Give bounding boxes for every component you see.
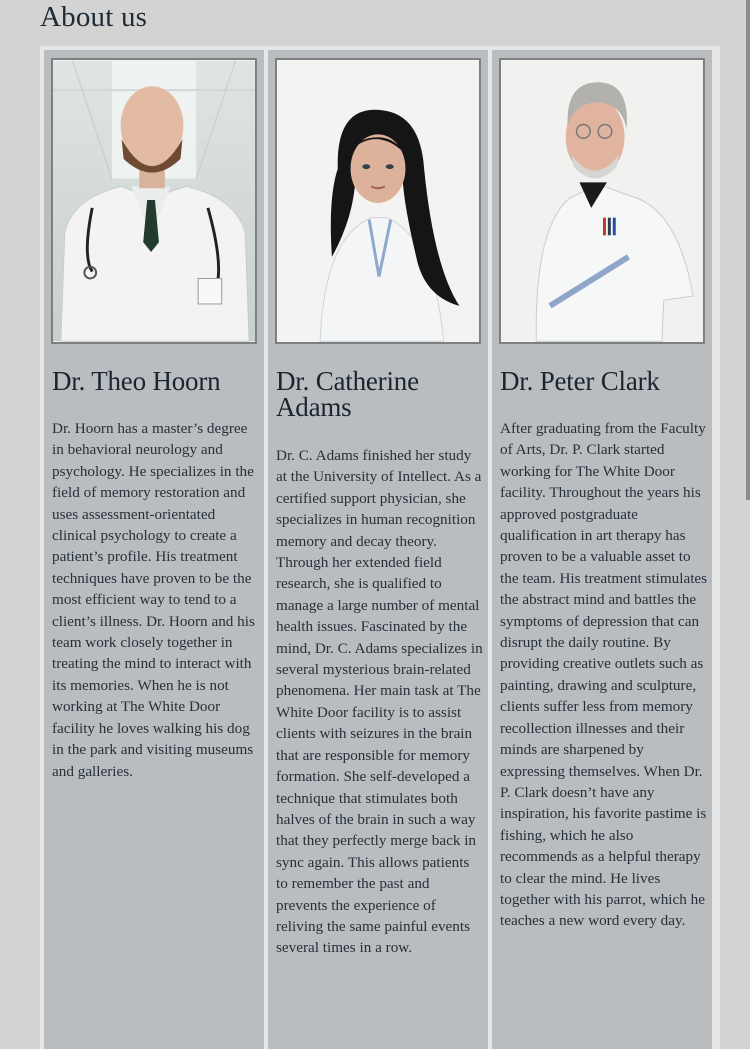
doctor-name: Dr. Peter Clark [500, 366, 660, 396]
portrait-man-lab-coat-icon [53, 60, 255, 342]
portrait-older-man-tunic-icon [501, 60, 703, 342]
scrollbar[interactable] [746, 0, 750, 500]
team-card-adams [268, 50, 488, 1049]
page-title: About us [40, 1, 148, 33]
team-panel [40, 46, 720, 1049]
team-card-hoorn [44, 50, 264, 1049]
portrait-photo-hoorn [51, 58, 257, 344]
portrait-woman-lab-coat-icon [277, 60, 479, 342]
doctor-bio: Dr. C. Adams finished her study at the University of Intellect. As a certified support physician, she specializes in human recognition memory and decay theory. Through her extended field research, she is qualified to manage a large number of mental health issues. Fascinated by the mind, Dr. C. Adams specializes in several mysterious brain-related phenomena. Her main task at The White Door facility is to assist clients with seizures in the brain that are responsible for memory formation. She self-developed a technique that stimulates both halves of the brain in such a way that they perfectly merge back in sync again. This allows patients to remember the past and prevents the experience of reliving the same painful events several times in a row. [276, 447, 483, 957]
portrait-photo-adams [275, 58, 481, 344]
doctor-bio: After graduating from the Faculty of Arts, Dr. P. Clark started working for The White Door facility. Throughout the years his approved postgraduate qualification in art therapy has proven to be a valuable asset to the team. His treatment stimulates the abstract mind and battles the symptoms of depression that can disrupt the daily routine. By providing creative outlets such as painting, drawing and sculpture, clients suffer less from memory recollection illnesses and their minds are sharpened by expressing themselves. When Dr. P. Clark doesn’t have any inspiration, his favorite pastime is fishing, which he also recommends as a helpful therapy to clear the mind. He lives together with his parrot, which he teaches a new word every day. [500, 420, 708, 930]
doctor-name: Dr. Theo Hoorn [52, 366, 221, 396]
team-card-clark [492, 50, 712, 1049]
doctor-name: Dr. Catherine Adams [276, 366, 419, 422]
doctor-bio: Dr. Hoorn has a master’s degree in behavioral neurology and psychology. He specializes in the field of memory restoration and uses assessment-orientated clinical psychology to create a patient’s profile. His treatment techniques have proven to be the most efficient way to tend to a client’s illness. Dr. Hoorn and his team work closely together in treating the mind to interact with its memories. When he is not working at The White Door facility he loves walking his dog in the park and visiting museums and galleries. [52, 420, 255, 780]
portrait-photo-clark [499, 58, 705, 344]
